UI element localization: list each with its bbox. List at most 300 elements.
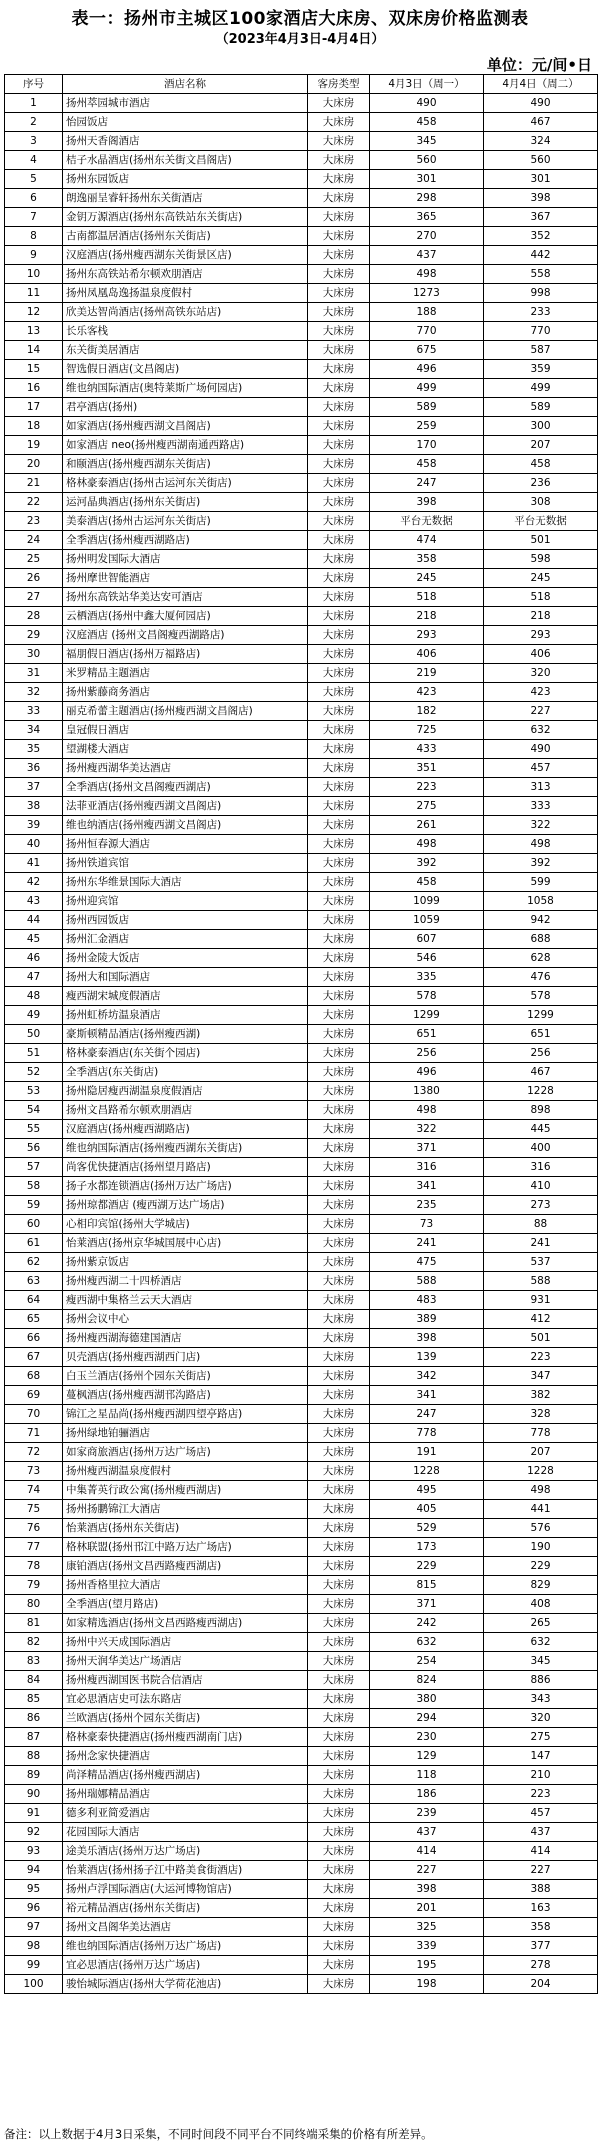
header-hotel-name: 酒店名称 <box>63 75 308 94</box>
row-index: 79 <box>5 1576 63 1595</box>
row-index: 70 <box>5 1405 63 1424</box>
room-type: 大床房 <box>308 1291 370 1310</box>
row-index: 26 <box>5 569 63 588</box>
row-index: 84 <box>5 1671 63 1690</box>
table-row <box>5 1500 598 1519</box>
price-apr3: 1380 <box>370 1082 484 1101</box>
hotel-name: 格林豪泰快捷酒店(扬州瘦西湖南门店) <box>63 1728 308 1747</box>
price-apr4: 560 <box>484 151 598 170</box>
price-apr3: 632 <box>370 1633 484 1652</box>
row-index: 43 <box>5 892 63 911</box>
price-apr3: 518 <box>370 588 484 607</box>
price-apr4: 233 <box>484 303 598 322</box>
row-index: 32 <box>5 683 63 702</box>
hotel-name: 德多利亚简爱酒店 <box>63 1804 308 1823</box>
price-apr3: 499 <box>370 379 484 398</box>
room-type: 大床房 <box>308 1519 370 1538</box>
row-index: 81 <box>5 1614 63 1633</box>
price-apr3: 398 <box>370 1329 484 1348</box>
price-apr3: 342 <box>370 1367 484 1386</box>
table-row <box>5 227 598 246</box>
row-index: 13 <box>5 322 63 341</box>
price-apr4: 599 <box>484 873 598 892</box>
row-index: 8 <box>5 227 63 246</box>
table-row <box>5 1158 598 1177</box>
hotel-name: 全季酒店(扬州文昌阁瘦西湖店) <box>63 778 308 797</box>
room-type: 大床房 <box>308 664 370 683</box>
price-apr4: 293 <box>484 626 598 645</box>
hotel-name: 瘦西湖宋城度假酒店 <box>63 987 308 1006</box>
room-type: 大床房 <box>308 835 370 854</box>
price-apr4: 382 <box>484 1386 598 1405</box>
table-row <box>5 1937 598 1956</box>
hotel-name: 怡莱酒店(扬州京华城国展中心店) <box>63 1234 308 1253</box>
hotel-name: 扬州摩世智能酒店 <box>63 569 308 588</box>
row-index: 42 <box>5 873 63 892</box>
price-apr3: 498 <box>370 835 484 854</box>
price-apr4: 587 <box>484 341 598 360</box>
price-apr4: 163 <box>484 1899 598 1918</box>
room-type: 大床房 <box>308 1044 370 1063</box>
table-row <box>5 721 598 740</box>
hotel-name: 扬州萃园城市酒店 <box>63 94 308 113</box>
hotel-name: 扬州凤凰岛逸扬温泉度假村 <box>63 284 308 303</box>
header-price-apr3: 4月3日（周一） <box>370 75 484 94</box>
hotel-name: 扬子水都连锁酒店(扬州万达广场店) <box>63 1177 308 1196</box>
price-apr3: 201 <box>370 1899 484 1918</box>
price-apr3: 496 <box>370 360 484 379</box>
price-apr4: 490 <box>484 94 598 113</box>
table-row <box>5 1291 598 1310</box>
price-apr3: 129 <box>370 1747 484 1766</box>
price-apr4: 437 <box>484 1823 598 1842</box>
room-type: 大床房 <box>308 360 370 379</box>
room-type: 大床房 <box>308 1025 370 1044</box>
row-index: 16 <box>5 379 63 398</box>
price-apr3: 294 <box>370 1709 484 1728</box>
price-apr3: 245 <box>370 569 484 588</box>
room-type: 大床房 <box>308 1671 370 1690</box>
price-apr4: 931 <box>484 1291 598 1310</box>
table-row <box>5 702 598 721</box>
row-index: 15 <box>5 360 63 379</box>
row-index: 78 <box>5 1557 63 1576</box>
table-row <box>5 417 598 436</box>
price-apr3: 191 <box>370 1443 484 1462</box>
price-apr4: 241 <box>484 1234 598 1253</box>
row-index: 35 <box>5 740 63 759</box>
price-apr3: 188 <box>370 303 484 322</box>
hotel-name: 途美乐酒店(扬州万达广场店) <box>63 1842 308 1861</box>
table-row <box>5 1386 598 1405</box>
hotel-name: 汉庭酒店(扬州瘦西湖东关街景区店) <box>63 246 308 265</box>
room-type: 大床房 <box>308 246 370 265</box>
price-apr3: 254 <box>370 1652 484 1671</box>
table-row <box>5 1253 598 1272</box>
hotel-name: 全季酒店(扬州瘦西湖路店) <box>63 531 308 550</box>
price-apr4: 770 <box>484 322 598 341</box>
row-index: 55 <box>5 1120 63 1139</box>
price-apr3: 351 <box>370 759 484 778</box>
price-apr4: 400 <box>484 1139 598 1158</box>
price-apr4: 588 <box>484 1272 598 1291</box>
price-apr3: 778 <box>370 1424 484 1443</box>
price-apr3: 316 <box>370 1158 484 1177</box>
table-row <box>5 1462 598 1481</box>
price-apr4: 829 <box>484 1576 598 1595</box>
hotel-name: 维也纳酒店(扬州瘦西湖文昌阁店) <box>63 816 308 835</box>
price-apr4: 518 <box>484 588 598 607</box>
row-index: 75 <box>5 1500 63 1519</box>
row-index: 36 <box>5 759 63 778</box>
price-apr3: 824 <box>370 1671 484 1690</box>
price-apr4: 324 <box>484 132 598 151</box>
hotel-name: 扬州瘦西湖国医书院合信酒店 <box>63 1671 308 1690</box>
price-apr3: 358 <box>370 550 484 569</box>
hotel-name: 扬州文昌阁华美达酒店 <box>63 1918 308 1937</box>
price-apr4: 367 <box>484 208 598 227</box>
table-row <box>5 1804 598 1823</box>
table-row <box>5 284 598 303</box>
table-row <box>5 436 598 455</box>
row-index: 28 <box>5 607 63 626</box>
row-index: 20 <box>5 455 63 474</box>
price-apr4: 322 <box>484 816 598 835</box>
room-type: 大床房 <box>308 94 370 113</box>
page-title: 表一：扬州市主城区100家酒店大床房、双床房价格监测表 <box>71 9 529 29</box>
hotel-name: 扬州东园饭店 <box>63 170 308 189</box>
table-row <box>5 360 598 379</box>
row-index: 90 <box>5 1785 63 1804</box>
room-type: 大床房 <box>308 1063 370 1082</box>
price-apr4: 501 <box>484 531 598 550</box>
table-row <box>5 208 598 227</box>
table-row <box>5 1519 598 1538</box>
price-apr4: 377 <box>484 1937 598 1956</box>
price-apr3: 341 <box>370 1177 484 1196</box>
table-row <box>5 835 598 854</box>
room-type: 大床房 <box>308 740 370 759</box>
price-apr4: 442 <box>484 246 598 265</box>
price-apr3: 496 <box>370 1063 484 1082</box>
price-apr4: 457 <box>484 1804 598 1823</box>
row-index: 18 <box>5 417 63 436</box>
hotel-name: 扬州东高铁站希尔顿欢朋酒店 <box>63 265 308 284</box>
table-row <box>5 341 598 360</box>
price-apr4: 227 <box>484 702 598 721</box>
table-row <box>5 322 598 341</box>
table-row <box>5 892 598 911</box>
unit-label: 单位：元/间•日 <box>486 56 592 74</box>
price-apr4: 778 <box>484 1424 598 1443</box>
price-apr3: 475 <box>370 1253 484 1272</box>
room-type: 大床房 <box>308 436 370 455</box>
price-apr4: 632 <box>484 1633 598 1652</box>
price-apr3: 423 <box>370 683 484 702</box>
hotel-name: 欣美达智尚酒店(扬州高铁东站店) <box>63 303 308 322</box>
table-row <box>5 683 598 702</box>
price-apr4: 498 <box>484 1481 598 1500</box>
room-type: 大床房 <box>308 550 370 569</box>
room-type: 大床房 <box>308 1310 370 1329</box>
price-apr3: 247 <box>370 474 484 493</box>
hotel-name: 古南都温居酒店(扬州东关街店) <box>63 227 308 246</box>
hotel-name: 宜必思酒店史可法东路店 <box>63 1690 308 1709</box>
table-row <box>5 778 598 797</box>
table-row <box>5 588 598 607</box>
row-index: 91 <box>5 1804 63 1823</box>
hotel-name: 桔子水晶酒店(扬州东关街文昌阁店) <box>63 151 308 170</box>
price-apr3: 498 <box>370 265 484 284</box>
header-price-apr4: 4月4日（周二） <box>484 75 598 94</box>
price-apr4: 207 <box>484 436 598 455</box>
table-row <box>5 1538 598 1557</box>
hotel-name: 扬州西园饭店 <box>63 911 308 930</box>
hotel-name: 扬州绿地铂骊酒店 <box>63 1424 308 1443</box>
hotel-name: 东关街美居酒店 <box>63 341 308 360</box>
hotel-name: 扬州金陵大饭店 <box>63 949 308 968</box>
price-apr3: 1099 <box>370 892 484 911</box>
hotel-name: 格林豪泰酒店(扬州古运河东关街店) <box>63 474 308 493</box>
price-apr3: 529 <box>370 1519 484 1538</box>
room-type: 大床房 <box>308 1006 370 1025</box>
table-row <box>5 1348 598 1367</box>
header-room-type: 客房类型 <box>308 75 370 94</box>
room-type: 大床房 <box>308 1709 370 1728</box>
price-apr4: 278 <box>484 1956 598 1975</box>
price-apr3: 474 <box>370 531 484 550</box>
price-apr3: 339 <box>370 1937 484 1956</box>
row-index: 57 <box>5 1158 63 1177</box>
price-apr3: 498 <box>370 1101 484 1120</box>
price-apr4: 467 <box>484 1063 598 1082</box>
price-apr4: 632 <box>484 721 598 740</box>
price-apr4: 236 <box>484 474 598 493</box>
row-index: 61 <box>5 1234 63 1253</box>
hotel-name: 维也纳国际酒店(奥特莱斯广场何园店) <box>63 379 308 398</box>
hotel-name: 怡莱酒店(扬州扬子江中路美食街酒店) <box>63 1861 308 1880</box>
price-apr4: 445 <box>484 1120 598 1139</box>
price-apr3: 433 <box>370 740 484 759</box>
table-row <box>5 968 598 987</box>
price-apr3: 1273 <box>370 284 484 303</box>
row-index: 10 <box>5 265 63 284</box>
table-row <box>5 645 598 664</box>
room-type: 大床房 <box>308 1937 370 1956</box>
row-index: 12 <box>5 303 63 322</box>
room-type: 大床房 <box>308 1614 370 1633</box>
table-row <box>5 1956 598 1975</box>
room-type: 大床房 <box>308 1443 370 1462</box>
row-index: 54 <box>5 1101 63 1120</box>
price-apr4: 333 <box>484 797 598 816</box>
hotel-name: 瘦西湖中集格兰云天大酒店 <box>63 1291 308 1310</box>
room-type: 大床房 <box>308 1633 370 1652</box>
row-index: 48 <box>5 987 63 1006</box>
table-row <box>5 569 598 588</box>
table-row <box>5 1044 598 1063</box>
room-type: 大床房 <box>308 151 370 170</box>
price-apr4: 898 <box>484 1101 598 1120</box>
room-type: 大床房 <box>308 1766 370 1785</box>
hotel-name: 扬州明发国际大酒店 <box>63 550 308 569</box>
room-type: 大床房 <box>308 683 370 702</box>
row-index: 65 <box>5 1310 63 1329</box>
room-type: 大床房 <box>308 1329 370 1348</box>
table-row <box>5 930 598 949</box>
price-apr3: 235 <box>370 1196 484 1215</box>
room-type: 大床房 <box>308 1272 370 1291</box>
row-index: 64 <box>5 1291 63 1310</box>
row-index: 53 <box>5 1082 63 1101</box>
price-apr3: 182 <box>370 702 484 721</box>
row-index: 25 <box>5 550 63 569</box>
table-row <box>5 1443 598 1462</box>
hotel-name: 美泰酒店(扬州古运河东关街店) <box>63 512 308 531</box>
room-type: 大床房 <box>308 1785 370 1804</box>
price-apr3: 725 <box>370 721 484 740</box>
hotel-name: 扬州卢浮国际酒店(大运河博物馆店) <box>63 1880 308 1899</box>
table-row <box>5 740 598 759</box>
room-type: 大床房 <box>308 987 370 1006</box>
price-apr3: 139 <box>370 1348 484 1367</box>
room-type: 大床房 <box>308 759 370 778</box>
table-row <box>5 246 598 265</box>
price-apr4: 227 <box>484 1861 598 1880</box>
room-type: 大床房 <box>308 417 370 436</box>
table-row <box>5 626 598 645</box>
price-apr3: 261 <box>370 816 484 835</box>
price-apr4: 1228 <box>484 1082 598 1101</box>
price-apr3: 325 <box>370 1918 484 1937</box>
hotel-name: 扬州天润华美达广场酒店 <box>63 1652 308 1671</box>
price-apr4: 301 <box>484 170 598 189</box>
table-row <box>5 113 598 132</box>
price-apr3: 242 <box>370 1614 484 1633</box>
row-index: 19 <box>5 436 63 455</box>
price-apr3: 1059 <box>370 911 484 930</box>
hotel-name: 福朋假日酒店(扬州万福路店) <box>63 645 308 664</box>
price-apr4: 410 <box>484 1177 598 1196</box>
row-index: 60 <box>5 1215 63 1234</box>
row-index: 27 <box>5 588 63 607</box>
row-index: 33 <box>5 702 63 721</box>
row-index: 34 <box>5 721 63 740</box>
row-index: 37 <box>5 778 63 797</box>
price-apr3: 483 <box>370 1291 484 1310</box>
room-type: 大床房 <box>308 1823 370 1842</box>
hotel-name: 扬州隐居瘦西湖温泉度假酒店 <box>63 1082 308 1101</box>
table-row <box>5 1196 598 1215</box>
table-row <box>5 1633 598 1652</box>
hotel-name: 金钥万源酒店(扬州东高铁站东关街店) <box>63 208 308 227</box>
price-apr4: 347 <box>484 1367 598 1386</box>
row-index: 86 <box>5 1709 63 1728</box>
row-index: 38 <box>5 797 63 816</box>
price-apr4: 273 <box>484 1196 598 1215</box>
table-row <box>5 873 598 892</box>
price-apr4: 223 <box>484 1348 598 1367</box>
hotel-name: 扬州东高铁站华美达安可酒店 <box>63 588 308 607</box>
room-type: 大床房 <box>308 797 370 816</box>
row-index: 82 <box>5 1633 63 1652</box>
row-index: 80 <box>5 1595 63 1614</box>
price-apr3: 815 <box>370 1576 484 1595</box>
price-apr4: 300 <box>484 417 598 436</box>
table-row <box>5 1576 598 1595</box>
row-index: 76 <box>5 1519 63 1538</box>
room-type: 大床房 <box>308 189 370 208</box>
hotel-name: 丽克希蕾主题酒店(扬州瘦西湖文昌阁店) <box>63 702 308 721</box>
table-body <box>5 94 598 1994</box>
room-type: 大床房 <box>308 721 370 740</box>
table-row <box>5 1234 598 1253</box>
room-type: 大床房 <box>308 645 370 664</box>
room-type: 大床房 <box>308 1367 370 1386</box>
price-apr4: 392 <box>484 854 598 873</box>
price-apr3: 1299 <box>370 1006 484 1025</box>
room-type: 大床房 <box>308 1253 370 1272</box>
hotel-name: 云栖酒店(扬州中鑫大厦何园店) <box>63 607 308 626</box>
price-apr4: 223 <box>484 1785 598 1804</box>
price-apr3: 170 <box>370 436 484 455</box>
price-apr3: 345 <box>370 132 484 151</box>
room-type: 大床房 <box>308 1747 370 1766</box>
room-type: 大床房 <box>308 379 370 398</box>
table-row <box>5 151 598 170</box>
hotel-name: 扬州天香阁酒店 <box>63 132 308 151</box>
price-apr3: 198 <box>370 1975 484 1994</box>
table-row <box>5 1614 598 1633</box>
hotel-name: 贝壳酒店(扬州瘦西湖西门店) <box>63 1348 308 1367</box>
hotel-name: 扬州虹桥坊温泉酒店 <box>63 1006 308 1025</box>
price-apr3: 389 <box>370 1310 484 1329</box>
price-apr4: 229 <box>484 1557 598 1576</box>
price-apr4: 1299 <box>484 1006 598 1025</box>
price-apr3: 607 <box>370 930 484 949</box>
row-index: 30 <box>5 645 63 664</box>
table-row <box>5 949 598 968</box>
room-type: 大床房 <box>308 1500 370 1519</box>
row-index: 58 <box>5 1177 63 1196</box>
row-index: 49 <box>5 1006 63 1025</box>
price-apr3: 371 <box>370 1595 484 1614</box>
price-apr4: 345 <box>484 1652 598 1671</box>
hotel-name: 扬州文昌路希尔顿欢朋酒店 <box>63 1101 308 1120</box>
price-apr3: 458 <box>370 113 484 132</box>
room-type: 大床房 <box>308 1690 370 1709</box>
row-index: 51 <box>5 1044 63 1063</box>
room-type: 大床房 <box>308 873 370 892</box>
hotel-name: 骏怡城际酒店(扬州大学荷花池店) <box>63 1975 308 1994</box>
table-row <box>5 398 598 417</box>
row-index: 92 <box>5 1823 63 1842</box>
table-row <box>5 1557 598 1576</box>
row-index: 85 <box>5 1690 63 1709</box>
hotel-name: 扬州中兴天成国际酒店 <box>63 1633 308 1652</box>
table-row <box>5 531 598 550</box>
price-apr4: 476 <box>484 968 598 987</box>
room-type: 大床房 <box>308 265 370 284</box>
table-row <box>5 303 598 322</box>
room-type: 大床房 <box>308 1804 370 1823</box>
table-row <box>5 1918 598 1937</box>
row-index: 98 <box>5 1937 63 1956</box>
price-apr3: 173 <box>370 1538 484 1557</box>
table-row <box>5 1120 598 1139</box>
price-apr3: 186 <box>370 1785 484 1804</box>
row-index: 67 <box>5 1348 63 1367</box>
